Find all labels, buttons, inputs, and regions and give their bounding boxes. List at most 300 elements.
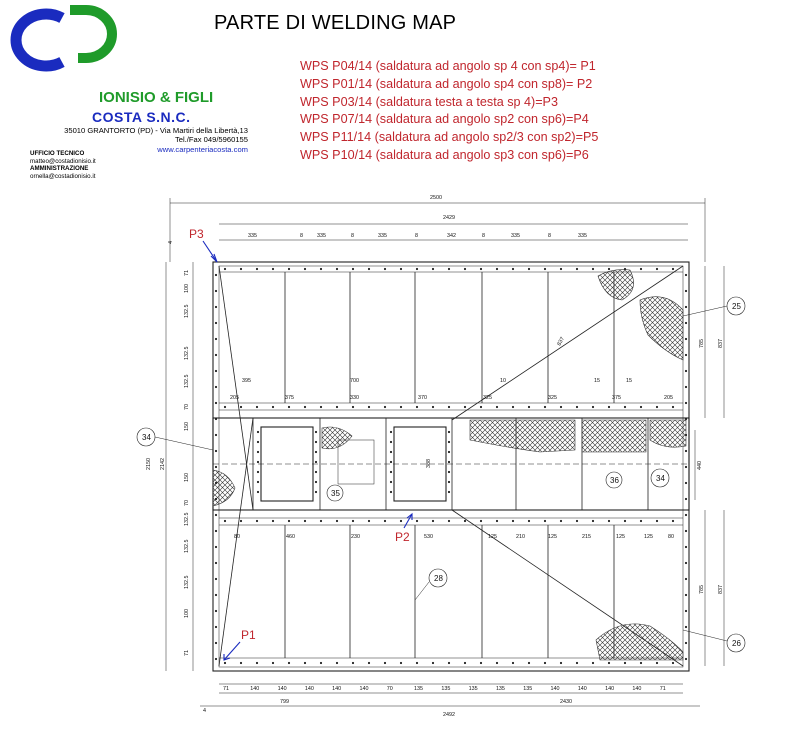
dim-lower-row: 125: [548, 534, 557, 540]
weld-dot: [685, 482, 687, 484]
weld-dot: [576, 268, 578, 270]
weld-dot: [215, 274, 217, 276]
weld-dot: [257, 431, 259, 433]
weld-dot: [512, 520, 514, 522]
weld-dot: [656, 406, 658, 408]
weld-dot: [624, 406, 626, 408]
weld-dot: [240, 406, 242, 408]
dim-left-segment: 132.5: [184, 304, 190, 318]
dim-lower-row: 125: [616, 534, 625, 540]
weld-dot: [272, 406, 274, 408]
dim-middle-row: 375: [285, 395, 294, 401]
weld-dot: [528, 406, 530, 408]
weld-dot: [288, 268, 290, 270]
dim-middle-row: 330: [350, 395, 359, 401]
weld-dot: [685, 514, 687, 516]
weld-dot: [416, 662, 418, 664]
weld-dot: [304, 268, 306, 270]
admin-label: AMMINISTRAZIONE: [30, 165, 89, 173]
dim-left-segment: 71: [184, 270, 190, 276]
weld-dot: [544, 406, 546, 408]
weld-dot: [315, 481, 317, 483]
dim-lower-row: 210: [516, 534, 525, 540]
dim-top-segment: 335: [378, 233, 387, 239]
weld-dot: [215, 306, 217, 308]
dim-small-b: 4: [203, 708, 206, 714]
weld-dot: [685, 338, 687, 340]
weld-dot: [464, 268, 466, 270]
weld-dot: [224, 520, 226, 522]
weld-dot: [432, 662, 434, 664]
admin-email[interactable]: ornella@costadionisio.it: [30, 172, 96, 180]
weld-dot: [288, 520, 290, 522]
weld-dot: [352, 406, 354, 408]
dim-lower-row: 80: [668, 534, 674, 540]
weld-dot: [685, 274, 687, 276]
dim-middle-row: 205: [230, 395, 239, 401]
dim-lower-row: 80: [234, 534, 240, 540]
weld-dot: [512, 662, 514, 664]
weld-dot: [448, 406, 450, 408]
office-label: UFFICIO TECNICO: [30, 150, 85, 157]
weld-dot: [480, 662, 482, 664]
weld-dot: [560, 520, 562, 522]
dim-middle-upper: 10: [500, 378, 506, 384]
weld-dot: [685, 642, 687, 644]
weld-dot: [685, 610, 687, 612]
weld-dot: [592, 520, 594, 522]
weld-dots: [215, 268, 687, 664]
dim-overall-width: 2500: [430, 195, 442, 201]
point-p1: P1: [241, 628, 256, 642]
weld-dot: [685, 450, 687, 452]
dim-middle-upper: 15: [626, 378, 632, 384]
dim-top-segment: 8: [300, 233, 303, 239]
weld-dot: [624, 268, 626, 270]
dim-left-segment: 70: [184, 404, 190, 410]
weld-dot: [608, 662, 610, 664]
dim-middle-upper: 700: [350, 378, 359, 384]
callout-36: 36: [610, 476, 619, 485]
weld-dot: [336, 520, 338, 522]
weld-dot: [304, 406, 306, 408]
dim-inner-width: 2429: [443, 215, 455, 221]
weld-dot: [304, 662, 306, 664]
weld-dot: [685, 530, 687, 532]
dim-bottom-segment: 140: [577, 686, 587, 692]
weld-dot: [480, 268, 482, 270]
company-name-line1: IONISIO & FIGLI: [99, 89, 214, 106]
weld-dot: [464, 406, 466, 408]
weld-dot: [215, 578, 217, 580]
weld-dot: [256, 520, 258, 522]
weld-dot: [215, 450, 217, 452]
weld-dot: [685, 354, 687, 356]
weld-dot: [512, 406, 514, 408]
wps-line: WPS P01/14 (saldatura ad angolo sp4 con sp8)= P2: [300, 76, 593, 91]
weld-dot: [257, 491, 259, 493]
weld-dot: [528, 268, 530, 270]
dim-bottom-segment: 71: [659, 686, 666, 692]
weld-dot: [448, 431, 450, 433]
weld-dot: [608, 520, 610, 522]
callout-34b: 34: [656, 474, 665, 483]
wps-line: WPS P11/14 (saldatura ad angolo sp2/3 con sp2)=P5: [300, 130, 599, 145]
weld-dot: [315, 491, 317, 493]
weld-dot: [368, 268, 370, 270]
dim-mid-right: 440: [697, 461, 703, 470]
weld-dot: [320, 520, 322, 522]
dim-middle-row: 325: [483, 395, 492, 401]
weld-dot: [215, 498, 217, 500]
dim-bottom-segment: 71: [223, 686, 229, 692]
weld-dot: [240, 268, 242, 270]
weld-dot: [272, 268, 274, 270]
weld-dot: [685, 370, 687, 372]
dim-right-upper-b: 837: [718, 339, 724, 348]
dim-bottom-segment: 135: [495, 686, 505, 692]
dim-left-inner: 2142: [160, 458, 166, 470]
dim-top-segment: 8: [415, 233, 418, 239]
dim-bottom-segment: 135: [441, 686, 451, 692]
weld-dot: [685, 290, 687, 292]
weld-dot: [390, 431, 392, 433]
weld-dot: [315, 461, 317, 463]
weld-dot: [384, 662, 386, 664]
weld-dot: [496, 268, 498, 270]
weld-dot: [685, 578, 687, 580]
dim-bottom-segment: 140: [304, 686, 314, 692]
dim-bottom-total: 2492: [443, 712, 455, 718]
weld-dot: [257, 471, 259, 473]
weld-dot: [257, 481, 259, 483]
dim-bottom-right: 2430: [560, 699, 572, 705]
dim-center: 388: [426, 459, 432, 468]
weld-dot: [480, 520, 482, 522]
dim-right-lower-a: 785: [699, 585, 705, 594]
weld-dot: [315, 471, 317, 473]
dim-left-segment: 132.5: [184, 346, 190, 360]
weld-dot: [685, 306, 687, 308]
dim-lower-row: 215: [582, 534, 591, 540]
weld-dot: [685, 434, 687, 436]
weld-dot: [215, 418, 217, 420]
point-p3: P3: [189, 227, 204, 241]
weld-dot: [576, 662, 578, 664]
page-title: PARTE DI WELDING MAP: [214, 12, 457, 34]
weld-dot: [215, 354, 217, 356]
weld-dot: [215, 482, 217, 484]
weld-dot: [215, 642, 217, 644]
weld-dot: [576, 520, 578, 522]
dim-left-segment: 150: [184, 473, 190, 482]
dim-left-segment: 150: [184, 422, 190, 431]
dim-right-lower-b: 837: [718, 585, 724, 594]
weld-dot: [320, 406, 322, 408]
weld-dot: [390, 471, 392, 473]
weld-dot: [215, 322, 217, 324]
weld-dot: [416, 268, 418, 270]
tel-line: Tel./Fax 049/5960155: [174, 135, 248, 145]
weld-dot: [215, 530, 217, 532]
weld-dot: [368, 520, 370, 522]
weld-dot: [215, 466, 217, 468]
weld-dot: [640, 268, 642, 270]
dim-left-segment: 132.5: [184, 575, 190, 589]
weld-dot: [336, 268, 338, 270]
weld-dot: [685, 594, 687, 596]
weld-dot: [215, 338, 217, 340]
weld-dot: [368, 662, 370, 664]
weld-dot: [390, 441, 392, 443]
callout-35: 35: [331, 489, 340, 498]
weld-dot: [592, 662, 594, 664]
dim-top-segment: 8: [548, 233, 551, 239]
weld-dot: [315, 441, 317, 443]
weld-dot: [432, 520, 434, 522]
weld-dot: [390, 461, 392, 463]
office-email[interactable]: matteo@costadionisio.it: [30, 157, 96, 165]
weld-dot: [288, 406, 290, 408]
dim-lower-row: 125: [488, 534, 497, 540]
weld-dot: [448, 461, 450, 463]
dim-top-segment: 335: [511, 233, 520, 239]
weld-dot: [288, 662, 290, 664]
weld-dot: [685, 322, 687, 324]
callout-34a: 34: [142, 433, 151, 442]
dim-small-a: 4: [168, 241, 174, 244]
dim-top-segment: 342: [447, 233, 456, 239]
weld-dot: [464, 520, 466, 522]
weld-dot: [560, 662, 562, 664]
dim-bottom-segment: 140: [332, 686, 342, 692]
weld-dot: [352, 520, 354, 522]
weld-dot: [544, 520, 546, 522]
callout-28: 28: [434, 574, 443, 583]
weld-dot: [464, 662, 466, 664]
weld-dot: [685, 386, 687, 388]
point-p2: P2: [395, 530, 410, 544]
dim-lower-row: 530: [424, 534, 433, 540]
dim-middle-upper: 15: [594, 378, 600, 384]
weld-dot: [656, 662, 658, 664]
weld-dot: [215, 370, 217, 372]
weld-dot: [400, 662, 402, 664]
weld-dot: [496, 520, 498, 522]
wps-line: WPS P10/14 (saldatura ad angolo sp3 con sp6)=P6: [300, 147, 589, 162]
wps-line: WPS P04/14 (saldatura ad angolo sp 4 con sp4)= P1: [300, 59, 596, 73]
weld-dot: [448, 491, 450, 493]
weld-dot: [448, 662, 450, 664]
address-line: 35010 GRANTORTO (PD) - Via Martiri della Libertà,13: [64, 126, 248, 135]
weld-dot: [640, 662, 642, 664]
weld-dot: [592, 406, 594, 408]
weld-dot: [685, 658, 687, 660]
weld-dot: [656, 520, 658, 522]
weld-dot: [640, 520, 642, 522]
weld-dot: [685, 418, 687, 420]
weld-dot: [528, 662, 530, 664]
weld-dot: [257, 451, 259, 453]
arrow-p3-icon: [203, 241, 217, 262]
weld-dot: [640, 406, 642, 408]
company-name-line2: COSTA S.N.C.: [92, 109, 191, 125]
dim-top-segment: 8: [482, 233, 485, 239]
weld-dot: [215, 610, 217, 612]
dim-bottom-segment: 135: [468, 686, 478, 692]
dim-left-total: 2150: [146, 458, 152, 470]
weld-dot: [672, 520, 674, 522]
weld-dot: [304, 520, 306, 522]
weld-dot: [448, 481, 450, 483]
weld-dot: [257, 441, 259, 443]
weld-dot: [685, 626, 687, 628]
weld-dot: [384, 520, 386, 522]
dim-bottom-segment: 140: [250, 686, 260, 692]
weld-dot: [685, 562, 687, 564]
weld-dot: [384, 268, 386, 270]
wps-line: WPS P07/14 (saldatura ad angolo sp2 con sp6)=P4: [300, 112, 589, 127]
dim-top-segment: 8: [351, 233, 354, 239]
dim-top-segment: 335: [248, 233, 257, 239]
dim-middle-upper: 395: [242, 378, 251, 384]
weld-dot: [400, 268, 402, 270]
weld-dot: [256, 268, 258, 270]
weld-dot: [400, 406, 402, 408]
dim-bottom-segment: 70: [386, 686, 393, 692]
dim-left-segment: 100: [184, 609, 190, 618]
weld-dot: [560, 268, 562, 270]
callout-26: 26: [732, 639, 741, 648]
weld-dot: [224, 406, 226, 408]
weld-dot: [224, 268, 226, 270]
weld-dot: [496, 406, 498, 408]
weld-dot: [224, 662, 226, 664]
dim-lower-row: 125: [644, 534, 653, 540]
arrow-p1-icon: [224, 642, 240, 660]
web-link[interactable]: www.carpenteriacosta.com: [157, 144, 248, 154]
weld-dot: [512, 268, 514, 270]
dim-bottom-segment: 135: [414, 686, 424, 692]
dim-left-segment: 70: [184, 500, 190, 506]
weld-dot: [685, 498, 687, 500]
weld-dot: [336, 406, 338, 408]
weld-dot: [560, 406, 562, 408]
weld-dot: [215, 402, 217, 404]
dim-top-segment: 335: [317, 233, 326, 239]
weld-dot: [215, 658, 217, 660]
dim-left-segment: 132.5: [184, 374, 190, 388]
weld-dot: [215, 434, 217, 436]
weld-dot: [544, 268, 546, 270]
dim-middle-row: 325: [548, 395, 557, 401]
weld-dot: [448, 268, 450, 270]
weld-dot: [390, 451, 392, 453]
weld-dot: [672, 268, 674, 270]
weld-dot: [240, 662, 242, 664]
weld-dot: [496, 662, 498, 664]
weld-dot: [608, 268, 610, 270]
dim-top-segment: 335: [578, 233, 587, 239]
dim-left-segment: 100: [184, 284, 190, 293]
weld-dot: [390, 481, 392, 483]
dim-bottom-segment: 140: [277, 686, 287, 692]
wps-line: WPS P03/14 (saldatura testa a testa sp 4)=P3: [300, 94, 558, 109]
weld-dot: [320, 662, 322, 664]
weld-dot: [384, 406, 386, 408]
weld-dot: [320, 268, 322, 270]
dim-lower-row: 460: [286, 534, 295, 540]
weld-dot: [672, 406, 674, 408]
weld-dot: [448, 451, 450, 453]
weld-dot: [215, 386, 217, 388]
dim-left-segment: 132.5: [184, 539, 190, 553]
weld-dot: [480, 406, 482, 408]
weld-dot: [272, 520, 274, 522]
dim-bottom-segment: 140: [605, 686, 615, 692]
weld-dot: [576, 406, 578, 408]
weld-dot: [257, 461, 259, 463]
weld-dot: [400, 520, 402, 522]
dim-bottom-segment: 135: [523, 686, 533, 692]
weld-dot: [390, 491, 392, 493]
dim-lower-row: 230: [351, 534, 360, 540]
weld-dot: [215, 546, 217, 548]
weld-dot: [416, 406, 418, 408]
dim-middle-row: 370: [418, 395, 427, 401]
weld-dot: [448, 441, 450, 443]
weld-dot: [432, 268, 434, 270]
dim-middle-row: 375: [612, 395, 621, 401]
weld-dot: [448, 471, 450, 473]
dim-left-segment: 71: [184, 650, 190, 656]
weld-dot: [256, 406, 258, 408]
weld-dot: [685, 546, 687, 548]
weld-dot: [624, 520, 626, 522]
weld-dot: [416, 520, 418, 522]
weld-dot: [448, 520, 450, 522]
callout-25: 25: [732, 302, 741, 311]
weld-dot: [685, 402, 687, 404]
weld-dot: [528, 520, 530, 522]
weld-dot: [624, 662, 626, 664]
weld-dot: [215, 290, 217, 292]
weld-dot: [240, 520, 242, 522]
weld-dot: [432, 406, 434, 408]
weld-dot: [352, 268, 354, 270]
dim-bottom-segment: 140: [359, 686, 369, 692]
dim-right-upper-a: 785: [699, 339, 705, 348]
arrow-p2-icon: [404, 514, 412, 528]
weld-dot: [608, 406, 610, 408]
weld-dot: [215, 594, 217, 596]
dim-bottom-left: 799: [280, 699, 289, 705]
dim-left-segment: 132.5: [184, 512, 190, 526]
dim-diagonal: 837: [556, 336, 566, 347]
weld-dot: [272, 662, 274, 664]
dim-bottom-segment: 140: [632, 686, 642, 692]
dim-middle-row: 205: [664, 395, 673, 401]
weld-dot: [336, 662, 338, 664]
weld-dot: [315, 451, 317, 453]
dim-bottom-segment: 140: [550, 686, 560, 692]
weld-dot: [544, 662, 546, 664]
weld-dot: [256, 662, 258, 664]
weld-dot: [215, 514, 217, 516]
weld-dot: [215, 626, 217, 628]
weld-dot: [592, 268, 594, 270]
weld-dot: [368, 406, 370, 408]
